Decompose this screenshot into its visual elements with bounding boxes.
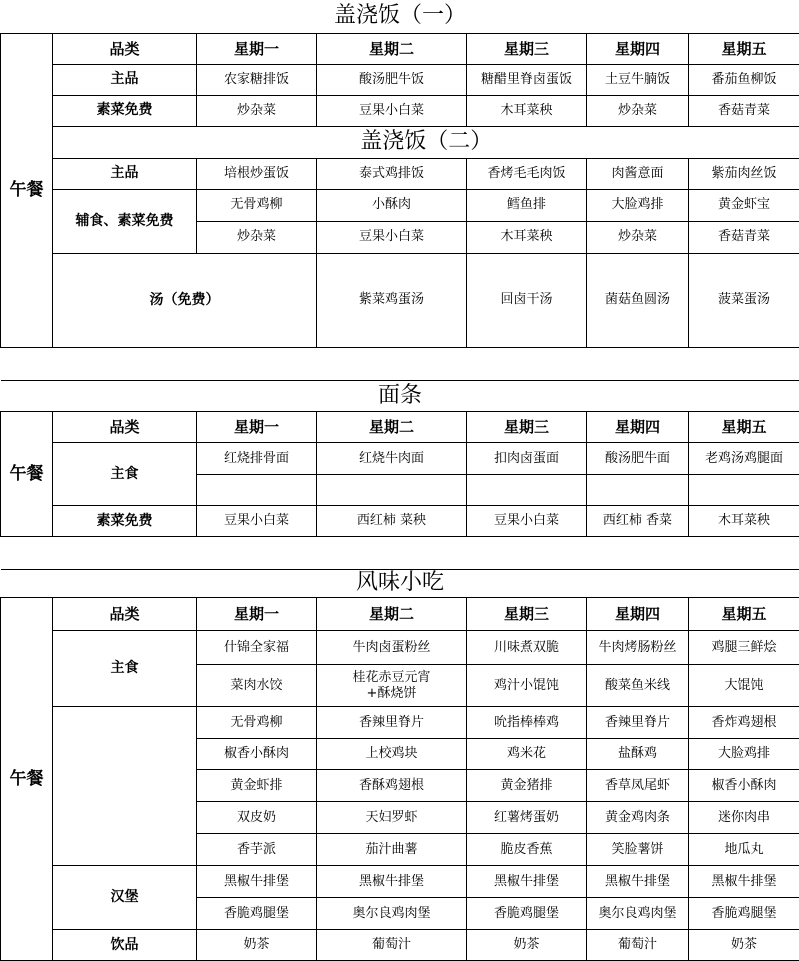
menu-cell-empty [689,475,799,506]
menu-cell: 无骨鸡柳 [197,189,317,221]
menu-cell: 炒杂菜 [587,95,689,126]
row-label: 主品 [53,158,197,189]
menu-cell: 香芋派 [197,834,317,866]
header-thu: 星期四 [587,33,689,64]
menu-cell: 菠菜蛋汤 [689,253,799,348]
row-label: 辅食、素菜免费 [53,189,197,253]
menu-cell: 椒香小酥肉 [197,739,317,770]
menu-cell: 香菇青菜 [689,95,799,126]
row-label: 饮品 [53,930,197,961]
menu-cell-empty [467,475,587,506]
menu-cell: 盐酥鸡 [587,739,689,770]
menu-cell: 番茄鱼柳饭 [689,64,799,95]
menu-cell: 黑椒牛排堡 [197,866,317,898]
menu-cell: 鸡米花 [467,739,587,770]
menu-cell: 黄金虾排 [197,770,317,802]
menu-cell: 地瓜丸 [689,834,799,866]
menu-cell: 土豆牛腩饭 [587,64,689,95]
header-mon: 星期一 [197,598,317,631]
menu-cell: 红烧牛肉面 [317,443,467,475]
menu-cell: 肉酱意面 [587,158,689,189]
menu-cell: 大脸鸡排 [689,739,799,770]
menu-cell: 牛肉烤肠粉丝 [587,631,689,665]
menu-cell: 黄金猪排 [467,770,587,802]
menu-cell: 豆果小白菜 [467,506,587,537]
menu-cell: 豆果小白菜 [317,95,467,126]
menu-cell: 什锦全家福 [197,631,317,665]
menu-cell: 炒杂菜 [197,95,317,126]
menu-cell: 香脆鸡腿堡 [689,898,799,930]
row-label: 汉堡 [53,866,197,930]
menu-cell: 香辣里脊片 [317,707,467,739]
menu-cell: 茄汁曲薯 [317,834,467,866]
menu-cell: 豆果小白菜 [197,506,317,537]
meal-label-lunch: 午餐 [1,412,53,537]
row-label: 主品 [53,64,197,95]
row-label-soup: 汤（免费） [53,253,317,348]
header-wed: 星期三 [467,33,587,64]
meal-label-lunch: 午餐 [1,598,53,961]
menu-cell-empty [317,475,467,506]
menu-cell: 菜肉水饺 [197,665,317,707]
header-tue: 星期二 [317,33,467,64]
meal-label-lunch: 午餐 [1,33,53,348]
menu-cell: 紫茄肉丝饭 [689,158,799,189]
menu-cell: 黑椒牛排堡 [317,866,467,898]
header-fri: 星期五 [689,412,799,443]
menu-cell: 双皮奶 [197,802,317,834]
menu-cell: 紫菜鸡蛋汤 [317,253,467,348]
row-label: 主食 [53,443,197,506]
menu-cell: 葡萄汁 [587,930,689,961]
spacer-row [1,537,799,570]
section-title-gaijiao-2: 盖浇饭（二） [53,126,799,158]
menu-cell: 酸汤肥牛面 [587,443,689,475]
menu-cell: 葡萄汁 [317,930,467,961]
menu-cell: 黄金鸡肉条 [587,802,689,834]
row-label: 素菜免费 [53,506,197,537]
menu-cell: 上校鸡块 [317,739,467,770]
header-wed: 星期三 [467,598,587,631]
menu-cell: 奶茶 [689,930,799,961]
menu-cell: 鸡腿三鲜烩 [689,631,799,665]
menu-cell: 香菇青菜 [689,221,799,253]
row-label: 素菜免费 [53,95,197,126]
menu-cell: 木耳菜秧 [689,506,799,537]
menu-cell: 香脆鸡腿堡 [467,898,587,930]
menu-cell: 香辣里脊片 [587,707,689,739]
menu-cell: 炒杂菜 [197,221,317,253]
menu-cell: 香草凤尾虾 [587,770,689,802]
menu-cell: 黑椒牛排堡 [689,866,799,898]
header-category: 品类 [53,33,197,64]
menu-cell: 川味煮双脆 [467,631,587,665]
menu-cell: 农家糖排饭 [197,64,317,95]
menu-cell: 鳕鱼排 [467,189,587,221]
spacer-row [1,348,799,381]
menu-cell: 香酥鸡翅根 [317,770,467,802]
menu-cell: 黑椒牛排堡 [467,866,587,898]
menu-cell: 黄金虾宝 [689,189,799,221]
header-category: 品类 [53,412,197,443]
menu-cell: 西红柿 菜秧 [317,506,467,537]
menu-cell: 奶茶 [197,930,317,961]
header-fri: 星期五 [689,33,799,64]
menu-cell: 香炸鸡翅根 [689,707,799,739]
menu-cell: 无骨鸡柳 [197,707,317,739]
menu-cell: 鸡汁小馄饨 [467,665,587,707]
menu-cell: 酸汤肥牛饭 [317,64,467,95]
menu-cell: 黑椒牛排堡 [587,866,689,898]
menu-cell: 小酥肉 [317,189,467,221]
menu-cell: 培根炒蛋饭 [197,158,317,189]
menu-cell: 木耳菜秧 [467,221,587,253]
header-category: 品类 [53,598,197,631]
menu-cell: 奥尔良鸡肉堡 [587,898,689,930]
header-mon: 星期一 [197,33,317,64]
menu-cell: 糖醋里脊卤蛋饭 [467,64,587,95]
section-title-snacks: 风味小吃 [1,570,799,598]
menu-cell: 笑脸薯饼 [587,834,689,866]
menu-cell: 扣肉卤蛋面 [467,443,587,475]
menu-cell: 桂花赤豆元宵+酥烧饼 [317,665,467,707]
menu-cell: 菌菇鱼圆汤 [587,253,689,348]
menu-cell: 天妇罗虾 [317,802,467,834]
menu-cell: 红烧排骨面 [197,443,317,475]
menu-cell: 木耳菜秧 [467,95,587,126]
menu-cell: 酸菜鱼米线 [587,665,689,707]
menu-cell-empty [197,475,317,506]
menu-cell: 西红柿 香菜 [587,506,689,537]
menu-cell: 香烤毛毛肉饭 [467,158,587,189]
menu-cell: 脆皮香蕉 [467,834,587,866]
header-mon: 星期一 [197,412,317,443]
header-fri: 星期五 [689,598,799,631]
menu-cell: 红薯烤蛋奶 [467,802,587,834]
menu-cell: 椒香小酥肉 [689,770,799,802]
menu-cell: 炒杂菜 [587,221,689,253]
menu-cell: 牛肉卤蛋粉丝 [317,631,467,665]
menu-cell: 奶茶 [467,930,587,961]
row-label: 主食 [53,631,197,707]
menu-cell: 回卤干汤 [467,253,587,348]
header-tue: 星期二 [317,598,467,631]
menu-cell: 香脆鸡腿堡 [197,898,317,930]
menu-cell: 迷你肉串 [689,802,799,834]
menu-cell: 老鸡汤鸡腿面 [689,443,799,475]
menu-cell: 奥尔良鸡肉堡 [317,898,467,930]
menu-cell: 大脸鸡排 [587,189,689,221]
header-thu: 星期四 [587,598,689,631]
menu-cell-empty [587,475,689,506]
menu-cell: 豆果小白菜 [317,221,467,253]
header-wed: 星期三 [467,412,587,443]
header-tue: 星期二 [317,412,467,443]
section-title-noodles: 面条 [1,381,799,412]
section-title-gaijiao-1: 盖浇饭（一） [1,0,799,33]
menu-cell: 吮指棒棒鸡 [467,707,587,739]
header-thu: 星期四 [587,412,689,443]
menu-cell: 大馄饨 [689,665,799,707]
row-label-side [53,707,197,866]
menu-cell: 泰式鸡排饭 [317,158,467,189]
